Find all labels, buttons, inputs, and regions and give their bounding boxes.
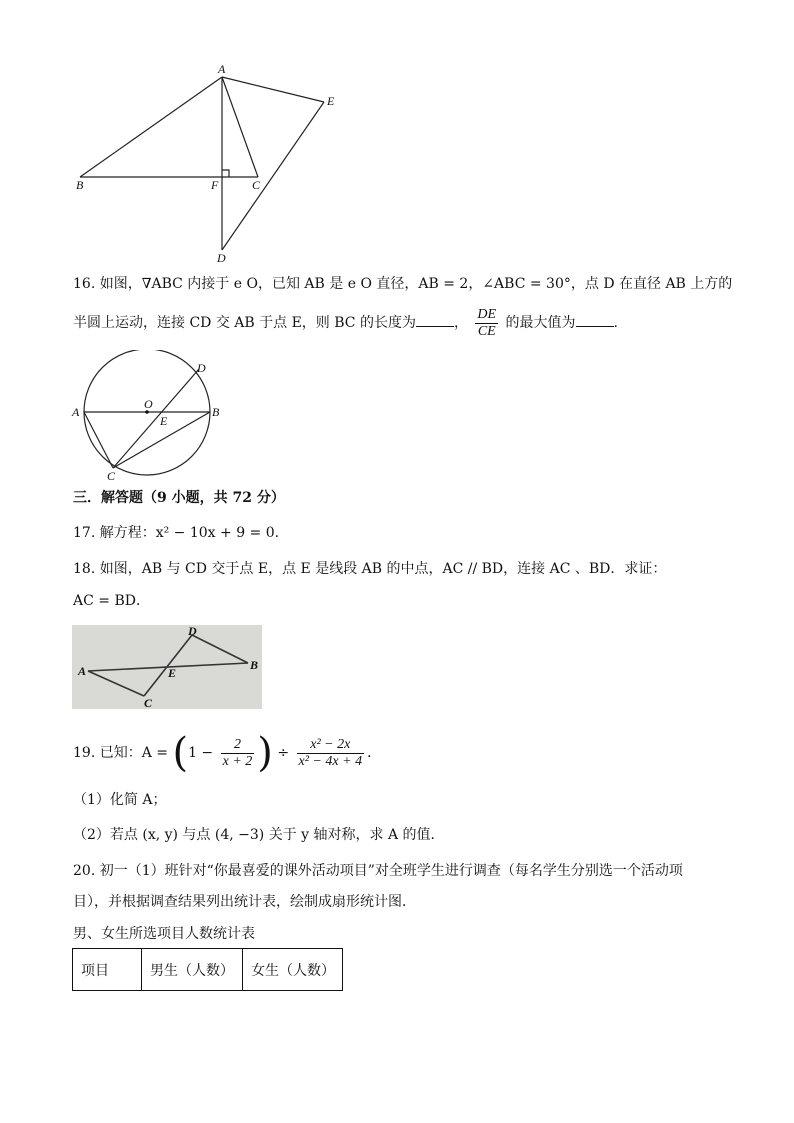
q16-line2-c: 的最大值为 — [505, 315, 576, 331]
figure-q18-photo — [72, 625, 262, 709]
header-item: 项目 — [73, 949, 142, 991]
label-a: A — [78, 664, 87, 678]
q16-line1: 16. 如图，∇ABC 内接于 e O，已知 AB 是 e O 直径，AB = 2，∠ABC = 30°，点 D 在直径 AB 上方的 — [73, 276, 733, 292]
fraction-1 — [221, 737, 255, 770]
segment-ac — [88, 671, 144, 696]
label-a: A — [218, 62, 226, 76]
segment-ed — [222, 102, 324, 250]
q18-line1: 18. 如图，AB 与 CD 交于点 E，点 E 是线段 AB 的中点，AC // BD，连接 AC 、BD．求证： — [73, 561, 667, 577]
fraction-1-denominator: x + 2 — [222, 753, 253, 769]
answer-blank-2[interactable] — [576, 312, 614, 327]
label-d: D — [188, 625, 197, 638]
segment-ac — [84, 412, 113, 468]
right-paren: ) — [257, 730, 273, 776]
label-o: O — [144, 397, 153, 411]
right-angle-mark — [222, 170, 229, 177]
q19-one-minus: 1 − — [188, 745, 214, 761]
q17: 17. 解方程：x² − 10x + 9 = 0. — [73, 525, 280, 541]
q16-line2-d: . — [613, 315, 618, 331]
q20-line1: 20. 初一（1）班针对“你最喜爱的课外活动项目”对全班学生进行调查（每名学生分别选一个活动项 — [73, 863, 683, 879]
label-a: A — [72, 405, 80, 419]
segment-cd — [113, 369, 199, 468]
segment-ae — [222, 77, 324, 102]
segment-ab — [80, 77, 222, 177]
label-d: D — [217, 251, 226, 265]
fraction-numerator: DE — [477, 306, 497, 322]
figure-q16 — [66, 350, 226, 485]
segment-ac — [222, 77, 258, 177]
q20-line2: 目），并根据调查结果列出统计表，绘制成扇形统计图． — [73, 894, 416, 910]
fraction-2-denominator: x² − 4x + 4 — [298, 753, 363, 769]
label-c: C — [107, 469, 116, 483]
q19-end: ． — [367, 745, 382, 761]
q19-expression — [73, 730, 381, 776]
header-boys: 男生（人数） — [142, 949, 243, 991]
label-c: C — [144, 696, 153, 709]
stats-table — [72, 948, 343, 991]
segment-db — [192, 635, 248, 663]
q16-line2-b: ， — [453, 315, 468, 331]
fraction-de-ce — [475, 307, 498, 340]
figure-q15 — [70, 60, 360, 270]
label-e: E — [168, 666, 177, 680]
label-c: C — [252, 178, 261, 192]
fraction-2-numerator: x² − 2x — [297, 737, 365, 754]
header-girls: 女生（人数） — [243, 949, 343, 991]
label-b: B — [250, 658, 259, 672]
section-3-heading: 三．解答题（9 小题，共 72 分） — [73, 490, 285, 506]
label-d: D — [197, 361, 206, 375]
table-title: 男、女生所选项目人数统计表 — [73, 926, 255, 942]
answer-blank-1[interactable] — [416, 312, 454, 327]
q18-line2: AC = BD． — [73, 593, 150, 609]
label-f: F — [211, 178, 219, 192]
q16-line2-a: 半圆上运动，连接 CD 交 AB 于点 E，则 BC 的长度为 — [73, 315, 416, 331]
label-b: B — [76, 178, 84, 192]
division-sign: ÷ — [277, 745, 290, 761]
q19-part2: （2）若点 (x, y) 与点 (4, −3) 关于 y 轴对称，求 A 的值． — [73, 827, 445, 843]
label-e: E — [160, 414, 168, 428]
fraction-denominator: CE — [477, 323, 496, 339]
q16-line2 — [73, 306, 618, 340]
q19-prefix: 19. 已知：A = — [73, 745, 169, 761]
q19-part1: （1）化简 A； — [73, 792, 167, 808]
left-paren: ( — [172, 730, 189, 776]
fraction-2 — [297, 737, 365, 770]
label-b: B — [212, 405, 220, 419]
figure-q18 — [72, 625, 262, 709]
label-e: E — [327, 94, 335, 108]
fraction-1-numerator: 2 — [221, 737, 255, 754]
table-header-row — [73, 949, 343, 991]
